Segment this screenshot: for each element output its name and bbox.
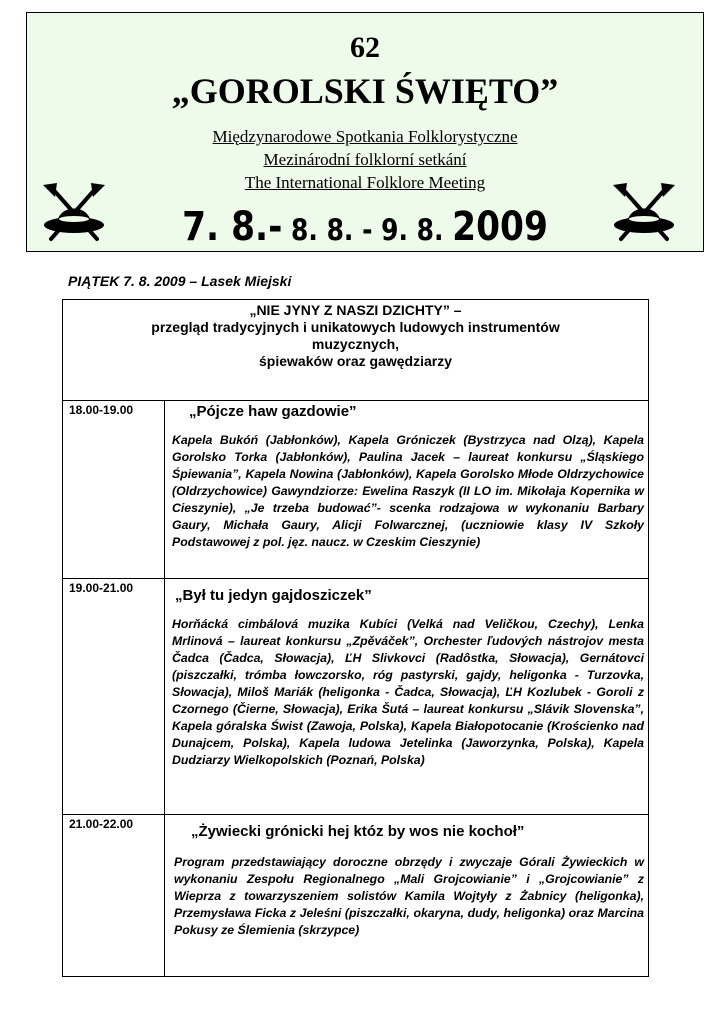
edition-number: 62	[350, 31, 380, 64]
table-row	[63, 579, 648, 815]
day-heading: PIĄTEK 7. 8. 2009 – Lasek Miejski	[68, 273, 292, 289]
subtitle-czech: Mezinárodní folklorní setkání	[263, 150, 467, 169]
festival-dates	[74, 205, 655, 257]
program-header	[63, 300, 648, 401]
highlander-hat-axes-icon	[609, 181, 679, 243]
event-title: „Żywiecki grónicki hej któz by wos nie kochoł”	[191, 823, 525, 840]
dates-year: 2009	[452, 204, 548, 250]
dates-start: 7. 8.-	[182, 204, 283, 250]
event-title: „Pójcze haw gazdowie”	[189, 403, 357, 420]
table-row	[63, 815, 648, 976]
program-header-line: śpiewaków oraz gawędziarzy	[259, 353, 452, 369]
event-description: Kapela Bukóń (Jabłonków), Kapela Gróniczek (Bystrzyca nad Olzą), Kapela Gorolsko Torka (Jabłonków), Paulina Jacek – laureat konkursu „Śląskiego Śpiewania”, Kapela Nowina (Jabłonków), Kapela Gorolsko Młode Oldrzychowice (Oldrzychowice) Gawyndziorze: Ewelina Raszyk (II LO im. Mikołaja Kopernika w Cieszynie), „Je trzeba budować”- scenka rodzajowa w wykonaniu Barbary Gaury, Michała Gaury, Alicji Folwarcznej, (uczniowie klasy IV Szkoły Podstawowej z pol. jęz. naucz. w Czeskim Cieszynie)	[172, 433, 644, 549]
event-time: 18.00-19.00	[63, 401, 165, 578]
table-row	[63, 401, 648, 579]
subtitle-polish: Międzynarodowe Spotkania Folklorystyczne	[212, 127, 518, 146]
program-table	[62, 299, 649, 977]
event-title: „Był tu jedyn gajdosziczek”	[175, 587, 372, 604]
event-time: 19.00-21.00	[63, 579, 165, 814]
festival-header	[26, 12, 704, 252]
festival-title: „GOROLSKI ŚWIĘTO”	[171, 71, 559, 111]
event-description: Program przedstawiający doroczne obrzędy i zwyczaje Górali Żywieckich w wykonaniu Zespołu Regionalnego „Mali Grojcowianie” i „Grojcowianie” z Wieprza z towarzyszeniem solistów Kamila Wojtyły z Żabnicy (heligonka), Przemysława Ficka z Jeleśni (piszczałki, okaryna, dudy, heligonka) oraz Marcina Pokusy ze Ślemienia (skrzypce)	[174, 855, 644, 937]
event-time: 21.00-22.00	[63, 815, 165, 976]
subtitle-english: The International Folklore Meeting	[244, 173, 486, 192]
event-description: Horňácká cimbálová muzika Kubíci (Velká nad Veličkou, Czechy), Lenka Mrlinová – laureat konkursu „Zpěváček”, Orchester ľudových nástrojov mesta Čadca (Čadca, Słowacja), ĽH Slivkovci (Radôstka, Słowacja), Gernátovci (piszczałki, trómba łowczorsko, róg pastyrski, gajdy, heligonka - Turzovka, Słowacja), Miloš Mariák (heligonka - Čadca, Słowacja), ĽH Kozlubek - Goroli z Czornego (Čierne, Słowacja), Erika Šutá – laureat konkursu „Slávik Slovenska”, Kapela góralska Świst (Zawoja, Polska), Kapela Białopotocanie (Krościenko nad Dunajcem, Polska), Kapela ludowa Jetelinka (Jaworzynka, Polska), Kapela Dudziarzy Wielkopolskich (Poznań, Polska)	[172, 617, 644, 767]
highlander-hat-axes-icon	[39, 181, 109, 243]
program-header-line: muzycznych,	[311, 336, 400, 352]
dates-middle: 8. 8. - 9. 8.	[282, 213, 453, 247]
program-header-line: „NIE JYNY Z NASZI DZICHTY” –	[249, 302, 462, 318]
program-header-line: przegląd tradycyjnych i unikatowych ludowych instrumentów	[151, 319, 560, 335]
